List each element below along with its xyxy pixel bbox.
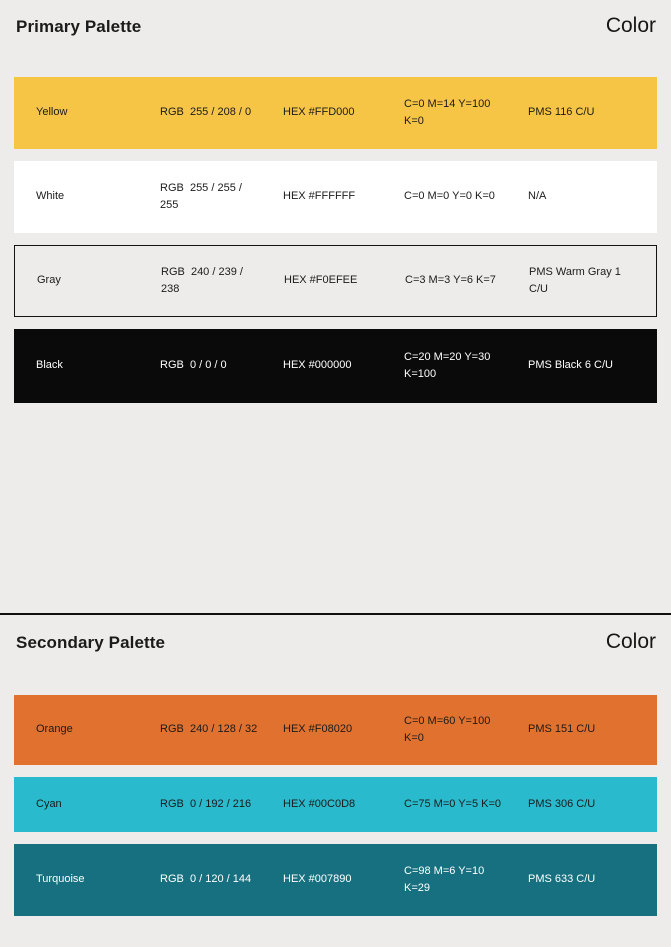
color-pms: PMS 116 C/U xyxy=(528,106,595,119)
color-cmyk: C=20 M=20 Y=30 K=100 xyxy=(404,350,494,380)
color-hex: HEX #FFFFFF xyxy=(283,190,356,203)
corner-label: Color xyxy=(605,630,656,653)
color-row-cyan xyxy=(14,777,657,832)
color-row-turquoise xyxy=(14,844,657,916)
color-cmyk: C=0 M=0 Y=0 K=0 xyxy=(404,190,495,203)
section-primary-palette xyxy=(14,0,657,403)
section-secondary-palette xyxy=(14,615,657,916)
section-header xyxy=(14,0,657,38)
color-cmyk: C=0 M=14 Y=100 K=0 xyxy=(404,97,494,127)
corner-label: Color xyxy=(605,14,656,37)
color-row-white xyxy=(14,161,657,233)
color-row-gray xyxy=(14,245,657,317)
color-rgb: RGB 255 / 208 / 0 xyxy=(160,106,252,119)
color-name: Black xyxy=(36,359,63,372)
color-cmyk: C=3 M=3 Y=6 K=7 xyxy=(405,274,496,287)
color-pms: PMS 151 C/U xyxy=(528,723,596,736)
color-name: White xyxy=(36,190,65,203)
color-hex: HEX #000000 xyxy=(283,359,352,372)
color-hex: HEX #F0EFEE xyxy=(284,274,358,287)
section-title: Secondary Palette xyxy=(16,633,166,652)
color-hex: HEX #F08020 xyxy=(283,723,353,736)
color-pms: PMS Warm Gray 1 C/U xyxy=(529,265,624,295)
color-row-black xyxy=(14,329,657,403)
section-header xyxy=(14,615,657,654)
color-rgb: RGB 240 / 239 / 238 xyxy=(161,265,246,295)
color-row-yellow xyxy=(14,77,657,149)
color-rgb: RGB 240 / 128 / 32 xyxy=(160,723,258,736)
color-rgb: RGB 0 / 120 / 144 xyxy=(160,873,252,886)
color-rgb: RGB 0 / 0 / 0 xyxy=(160,359,227,372)
color-row-orange xyxy=(14,695,657,765)
color-rgb: RGB 255 / 255 / 255 xyxy=(160,181,245,211)
color-hex: HEX #00C0D8 xyxy=(283,797,356,810)
color-cmyk: C=98 M=6 Y=10 K=29 xyxy=(404,864,488,894)
color-hex: HEX #FFD000 xyxy=(283,106,355,119)
color-hex: HEX #007890 xyxy=(283,873,352,886)
color-name: Gray xyxy=(37,274,61,287)
color-pms: N/A xyxy=(528,190,547,203)
color-rgb: RGB 0 / 192 / 216 xyxy=(160,797,252,810)
color-cmyk: C=75 M=0 Y=5 K=0 xyxy=(404,797,502,810)
color-cmyk: C=0 M=60 Y=100 K=0 xyxy=(404,714,494,744)
color-name: Cyan xyxy=(36,797,62,810)
color-pms: PMS Black 6 C/U xyxy=(528,359,613,372)
section-title: Primary Palette xyxy=(16,17,142,36)
color-pms: PMS 633 C/U xyxy=(528,873,596,886)
color-name: Orange xyxy=(36,723,73,736)
color-name: Turquoise xyxy=(36,873,85,886)
color-name: Yellow xyxy=(36,106,68,119)
color-pms: PMS 306 C/U xyxy=(528,797,596,810)
